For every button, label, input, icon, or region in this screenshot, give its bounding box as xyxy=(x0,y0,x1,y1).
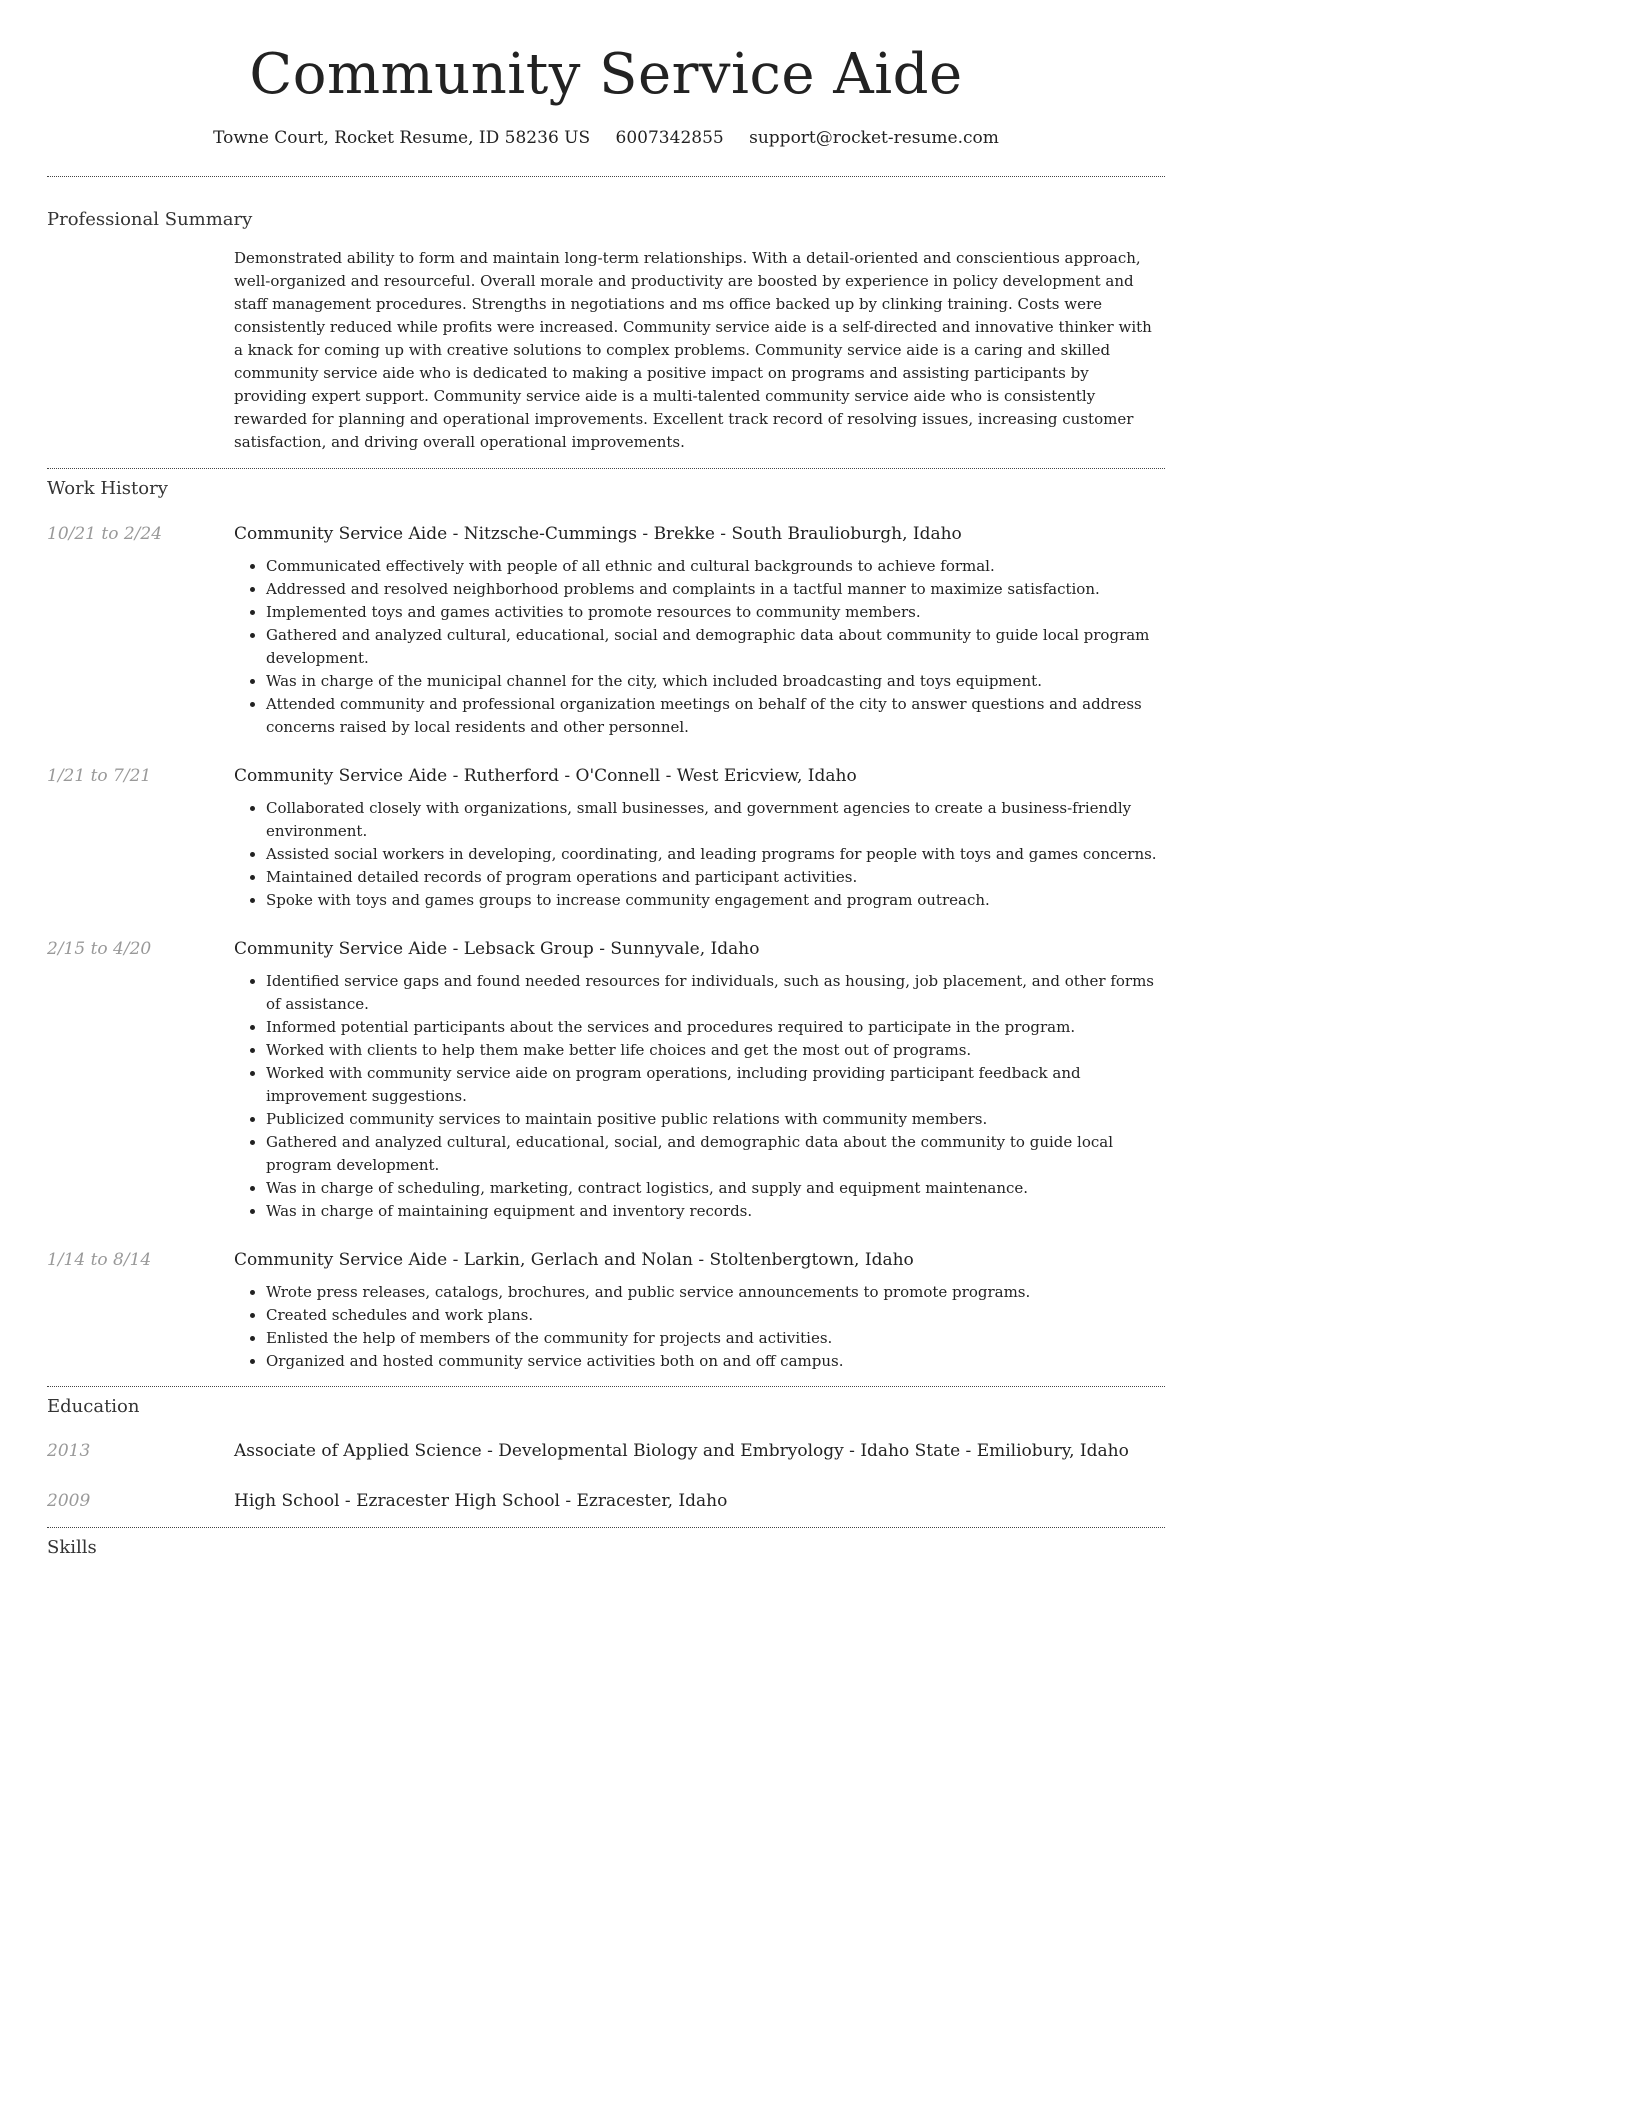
job-dates: 2/15 to 4/20 xyxy=(47,939,152,959)
bullet-item: • Maintained detailed records of program operations and participant activities. xyxy=(266,866,1165,889)
education-entry xyxy=(47,1438,1165,1464)
bullet-item: • Addressed and resolved neighborhood problems and complaints in a tactful manner to maximize satisfaction. xyxy=(266,578,1165,601)
bullet-item: • Enlisted the help of members of the community for projects and activities. xyxy=(266,1327,1165,1350)
education-year: 2013 xyxy=(47,1441,91,1461)
divider xyxy=(47,1527,1165,1528)
bullet-item: • Wrote press releases, catalogs, brochures, and public service announcements to promote programs. xyxy=(266,1281,1165,1304)
bullet-item: • Created schedules and work plans. xyxy=(266,1304,1165,1327)
bullet-item: • Worked with community service aide on program operations, including providing participant feedback and improvement suggestions. xyxy=(266,1062,1165,1108)
bullet-item: • Was in charge of maintaining equipment and inventory records. xyxy=(266,1200,1165,1223)
job-entry xyxy=(47,1247,1165,1373)
job-entry xyxy=(47,936,1165,1223)
job-heading: Community Service Aide - Larkin, Gerlach and Nolan - Stoltenbergtown, Idaho xyxy=(234,1250,914,1270)
job-heading: Community Service Aide - Rutherford - O'Connell - West Ericview, Idaho xyxy=(234,766,857,786)
education-heading: Associate of Applied Science - Developmental Biology and Embryology - Idaho State - Emiliobury, Idaho xyxy=(234,1441,1129,1461)
job-bullets xyxy=(234,797,1165,912)
education-entry xyxy=(47,1488,1165,1514)
education-section-title: Education xyxy=(47,1396,140,1417)
bullet-item: • Was in charge of the municipal channel for the city, which included broadcasting and toys equipment. xyxy=(266,670,1165,693)
candidate-name: Community Service Aide xyxy=(249,42,963,107)
job-dates: 10/21 to 2/24 xyxy=(47,524,163,544)
bullet-item: • Gathered and analyzed cultural, educational, social and demographic data about community to guide local program development. xyxy=(266,624,1165,670)
bullet-item: • Communicated effectively with people of all ethnic and cultural backgrounds to achieve formal. xyxy=(266,555,1165,578)
bullet-item: • Informed potential participants about the services and procedures required to participate in the program. xyxy=(266,1016,1165,1039)
summary-text: Demonstrated ability to form and maintain long-term relationships. With a detail-oriented and conscientious approach, well-organized and resourceful. Overall morale and productivity are boosted by experience in policy development and staff management procedures. Strengths in negotiations and ms office backed up by clinking training. Costs were consistently reduced while profits were increased. Community service aide is a self-directed and innovative thinker with a knack for coming up with creative solutions to complex problems. Community service aide is a caring and skilled community service aide who is dedicated to making a positive impact on programs and assisting participants by providing expert support. Community service aide is a multi-talented community service aide who is consistently rewarded for planning and operational improvements. Excellent track record of resolving issues, increasing customer satisfaction, and driving overall operational improvements. xyxy=(234,249,1152,451)
resume-page xyxy=(47,0,1165,1560)
education-heading: High School - Ezracester High School - Ezracester, Idaho xyxy=(234,1491,728,1511)
divider xyxy=(47,1386,1165,1387)
job-bullets xyxy=(234,970,1165,1223)
divider xyxy=(47,468,1165,469)
phone: 6007342855 xyxy=(615,128,724,148)
bullet-item: • Worked with clients to help them make better life choices and get the most out of programs. xyxy=(266,1039,1165,1062)
bullet-item: • Was in charge of scheduling, marketing, contract logistics, and supply and equipment maintenance. xyxy=(266,1177,1165,1200)
divider xyxy=(47,176,1165,177)
education-year: 2009 xyxy=(47,1491,91,1511)
work-section-title: Work History xyxy=(47,478,168,499)
job-entry xyxy=(47,763,1165,912)
skills-section-title: Skills xyxy=(47,1537,97,1558)
bullet-item: • Collaborated closely with organizations, small businesses, and government agencies to create a business-friendly environment. xyxy=(266,797,1165,843)
job-entry xyxy=(47,521,1165,739)
bullet-item: • Publicized community services to maintain positive public relations with community members. xyxy=(266,1108,1165,1131)
bullet-item: • Organized and hosted community service activities both on and off campus. xyxy=(266,1350,1165,1373)
job-dates: 1/21 to 7/21 xyxy=(47,766,152,786)
bullet-item: • Spoke with toys and games groups to increase community engagement and program outreach. xyxy=(266,889,1165,912)
job-dates: 1/14 to 8/14 xyxy=(47,1250,152,1270)
job-heading: Community Service Aide - Nitzsche-Cummings - Brekke - South Braulioburgh, Idaho xyxy=(234,524,962,544)
address: Towne Court, Rocket Resume, ID 58236 US xyxy=(213,128,591,148)
contact-line xyxy=(47,126,1165,150)
summary-section-title: Professional Summary xyxy=(47,209,253,230)
bullet-item: • Assisted social workers in developing, coordinating, and leading programs for people with toys and games concerns. xyxy=(266,843,1165,866)
job-bullets xyxy=(234,1281,1165,1373)
bullet-item: • Implemented toys and games activities to promote resources to community members. xyxy=(266,601,1165,624)
bullet-item: • Attended community and professional organization meetings on behalf of the city to answer questions and address concerns raised by local residents and other personnel. xyxy=(266,693,1165,739)
job-bullets xyxy=(234,555,1165,739)
bullet-item: • Gathered and analyzed cultural, educational, social, and demographic data about the community to guide local program development. xyxy=(266,1131,1165,1177)
email: support@rocket-resume.com xyxy=(749,128,999,148)
bullet-item: • Identified service gaps and found needed resources for individuals, such as housing, job placement, and other forms of assistance. xyxy=(266,970,1165,1016)
job-heading: Community Service Aide - Lebsack Group - Sunnyvale, Idaho xyxy=(234,939,760,959)
